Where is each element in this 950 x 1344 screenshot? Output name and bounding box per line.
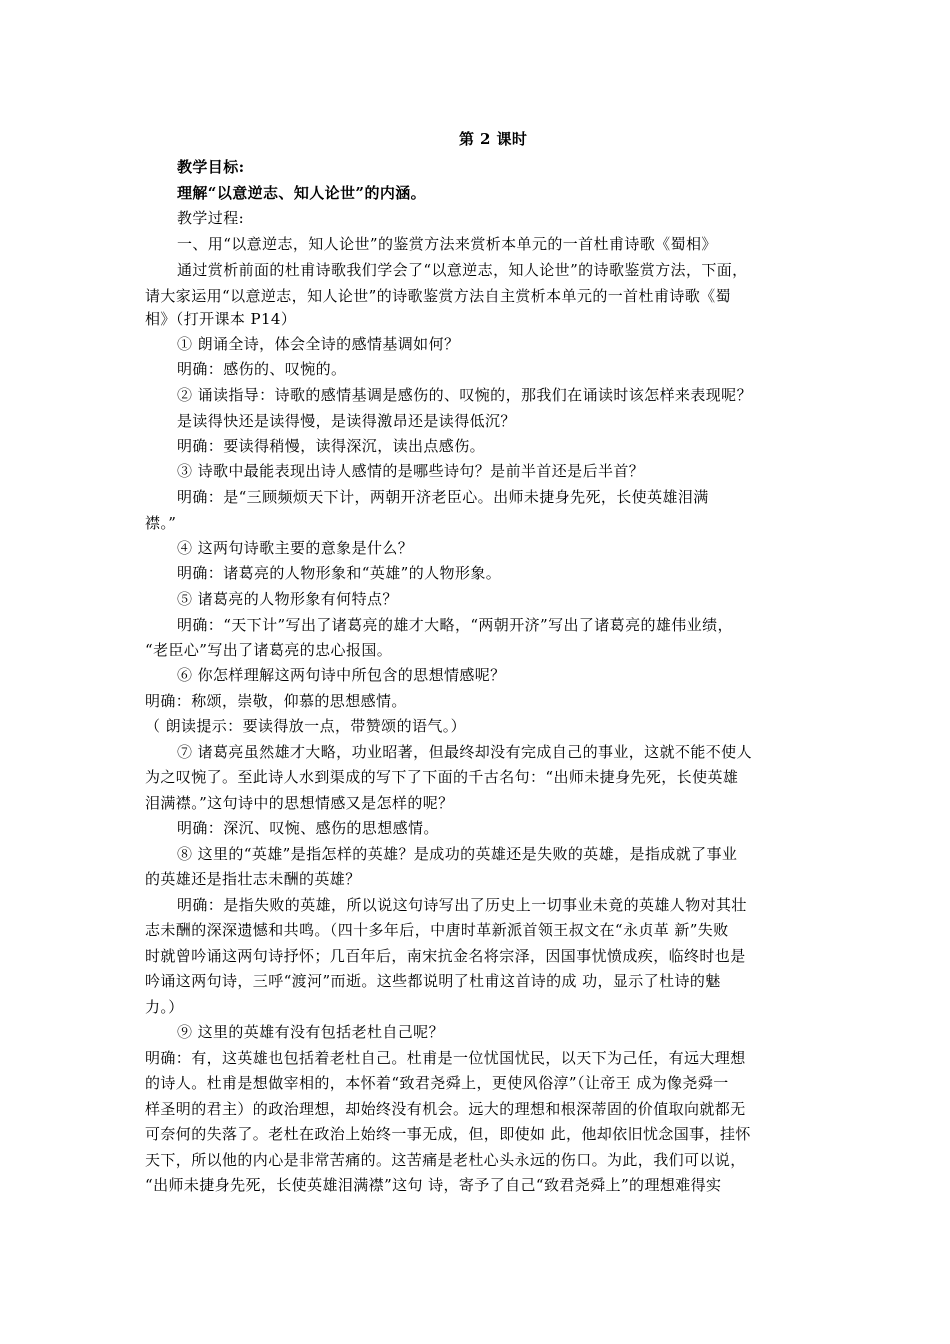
answer-9-cont: “出师未捷身先死，长使英雄泪满襟”这句 诗，寄予了自己“致君尧舜上”的理想难得实 xyxy=(145,1176,722,1194)
answer-8: 明确：是指失败的英雄，所以说这句诗写出了历史上一切事业未竟的英雄人物对其壮 xyxy=(177,896,747,914)
answer-5: 明确：“天下计”写出了诸葛亮的雄才大略，“两朝开济”写出了诸葛亮的雄伟业绩， xyxy=(177,616,733,634)
page-title: 第 2 课时 xyxy=(459,130,528,148)
answer-1: 明确：感伤的、叹惋的。 xyxy=(177,360,347,378)
question-6: ⑥ 你怎样理解这两句诗中所包含的思想情感呢？ xyxy=(177,666,506,684)
answer-9-cont: 可奈何的失落了。老杜在政治上始终一事无成，但，即使如 此，他却依旧忧念国事，挂怀 xyxy=(145,1125,751,1143)
answer-8-cont: 时就曾吟诵这两句诗抒怀；几百年后，南宋抗金名将宗泽，因国事忧愤成疾，临终时也是 xyxy=(145,947,746,965)
paragraph-line: 请大家运用“以意逆志，知人论世”的诗歌鉴赏方法自主赏析本单元的一首杜甫诗歌《蜀 xyxy=(145,287,731,305)
answer-9-cont: 样圣明的君主）的政治理想，却始终没有机会。远大的理想和根深蒂固的价值取向就都无 xyxy=(145,1100,746,1118)
question-1: ① 朗诵全诗，体会全诗的感情基调如何？ xyxy=(177,335,460,353)
answer-6: 明确：称颂，崇敬，仰慕的思想感情。 xyxy=(145,692,407,710)
answer-7: 明确：深沉、叹惋、感伤的思想感情。 xyxy=(177,819,439,837)
answer-4: 明确：诸葛亮的人物形象和“英雄”的人物形象。 xyxy=(177,564,502,582)
answer-8-cont: 吟诵这两句诗，三呼“渡河”而逝。这些都说明了杜甫这首诗的成 功，显示了杜诗的魅 xyxy=(145,972,721,990)
answer-9-cont: 的诗人。杜甫是想做宰相的，本怀着“致君尧舜上，更使风俗淳”（让帝王 成为像尧舜一 xyxy=(145,1074,729,1092)
paragraph-line: 通过赏析前面的杜甫诗歌我们学会了“以意逆志，知人论世”的诗歌鉴赏方法，下面， xyxy=(177,261,748,279)
objective-text: 理解“以意逆志、知人论世”的内涵。 xyxy=(177,184,427,202)
answer-3: 明确：是“三顾频烦天下计，两朝开济老臣心。出师未捷身先死，长使英雄泪满 xyxy=(177,488,709,506)
question-9: ⑨ 这里的英雄有没有包括老杜自己呢？ xyxy=(177,1023,444,1041)
reading-tip: （ 朗读提示：要读得放一点，带赞颂的语气。） xyxy=(145,717,467,735)
question-7-cont: 为之叹惋了。至此诗人水到渠成的写下了下面的千古名句：“出师未捷身先死，长使英雄 xyxy=(145,768,739,786)
answer-8-cont: 力。） xyxy=(145,998,184,1016)
answer-3-cont: 襟。” xyxy=(145,514,177,532)
answer-2: 明确：要读得稍慢，读得深沉，读出点感伤。 xyxy=(177,437,486,455)
question-7-cont: 泪满襟。”这句诗中的思想情感又是怎样的呢？ xyxy=(145,794,454,812)
answer-8-cont: 志未酬的深深遗憾和共鸣。（四十多年后，中唐时革新派首领王叔文在“永贞革 新”失败 xyxy=(145,921,729,939)
section-heading-process: 教学过程: xyxy=(177,209,245,227)
paragraph-line: 相》（打开课本 P14） xyxy=(145,310,297,328)
step-heading: 一、用“以意逆志，知人论世”的鉴赏方法来赏析本单元的一首杜甫诗歌《蜀相》 xyxy=(177,235,717,253)
question-2-cont: 是读得快还是读得慢，是读得激昂还是读得低沉？ xyxy=(177,412,516,430)
question-3: ③ 诗歌中最能表现出诗人感情的是哪些诗句？是前半首还是后半首？ xyxy=(177,462,645,480)
answer-5-cont: “老臣心”写出了诸葛亮的忠心报国。 xyxy=(145,641,393,659)
question-8: ⑧ 这里的“英雄”是指怎样的英雄？是成功的英雄还是失败的英雄，是指成就了事业 xyxy=(177,845,738,863)
question-2: ② 诵读指导：诗歌的感情基调是感伤的、叹惋的，那我们在诵读时该怎样来表现呢？ xyxy=(177,386,752,404)
question-5: ⑤ 诸葛亮的人物形象有何特点？ xyxy=(177,590,398,608)
question-4: ④ 这两句诗歌主要的意象是什么？ xyxy=(177,539,414,557)
answer-9: 明确：有，这英雄也包括着老杜自己。杜甫是一位忧国忧民，以天下为己任，有远大理想 xyxy=(145,1049,746,1067)
question-8-cont: 的英雄还是指壮志未酬的英雄？ xyxy=(145,870,361,888)
section-heading-objectives: 教学目标: xyxy=(177,158,245,176)
question-7: ⑦ 诸葛亮虽然雄才大略，功业昭著，但最终却没有完成自己的事业，这就不能不使人 xyxy=(177,743,752,761)
answer-9-cont: 天下，所以他的内心是非常苦痛的。这苦痛是老杜心头永远的伤口。为此，我们可以说， xyxy=(145,1151,746,1169)
